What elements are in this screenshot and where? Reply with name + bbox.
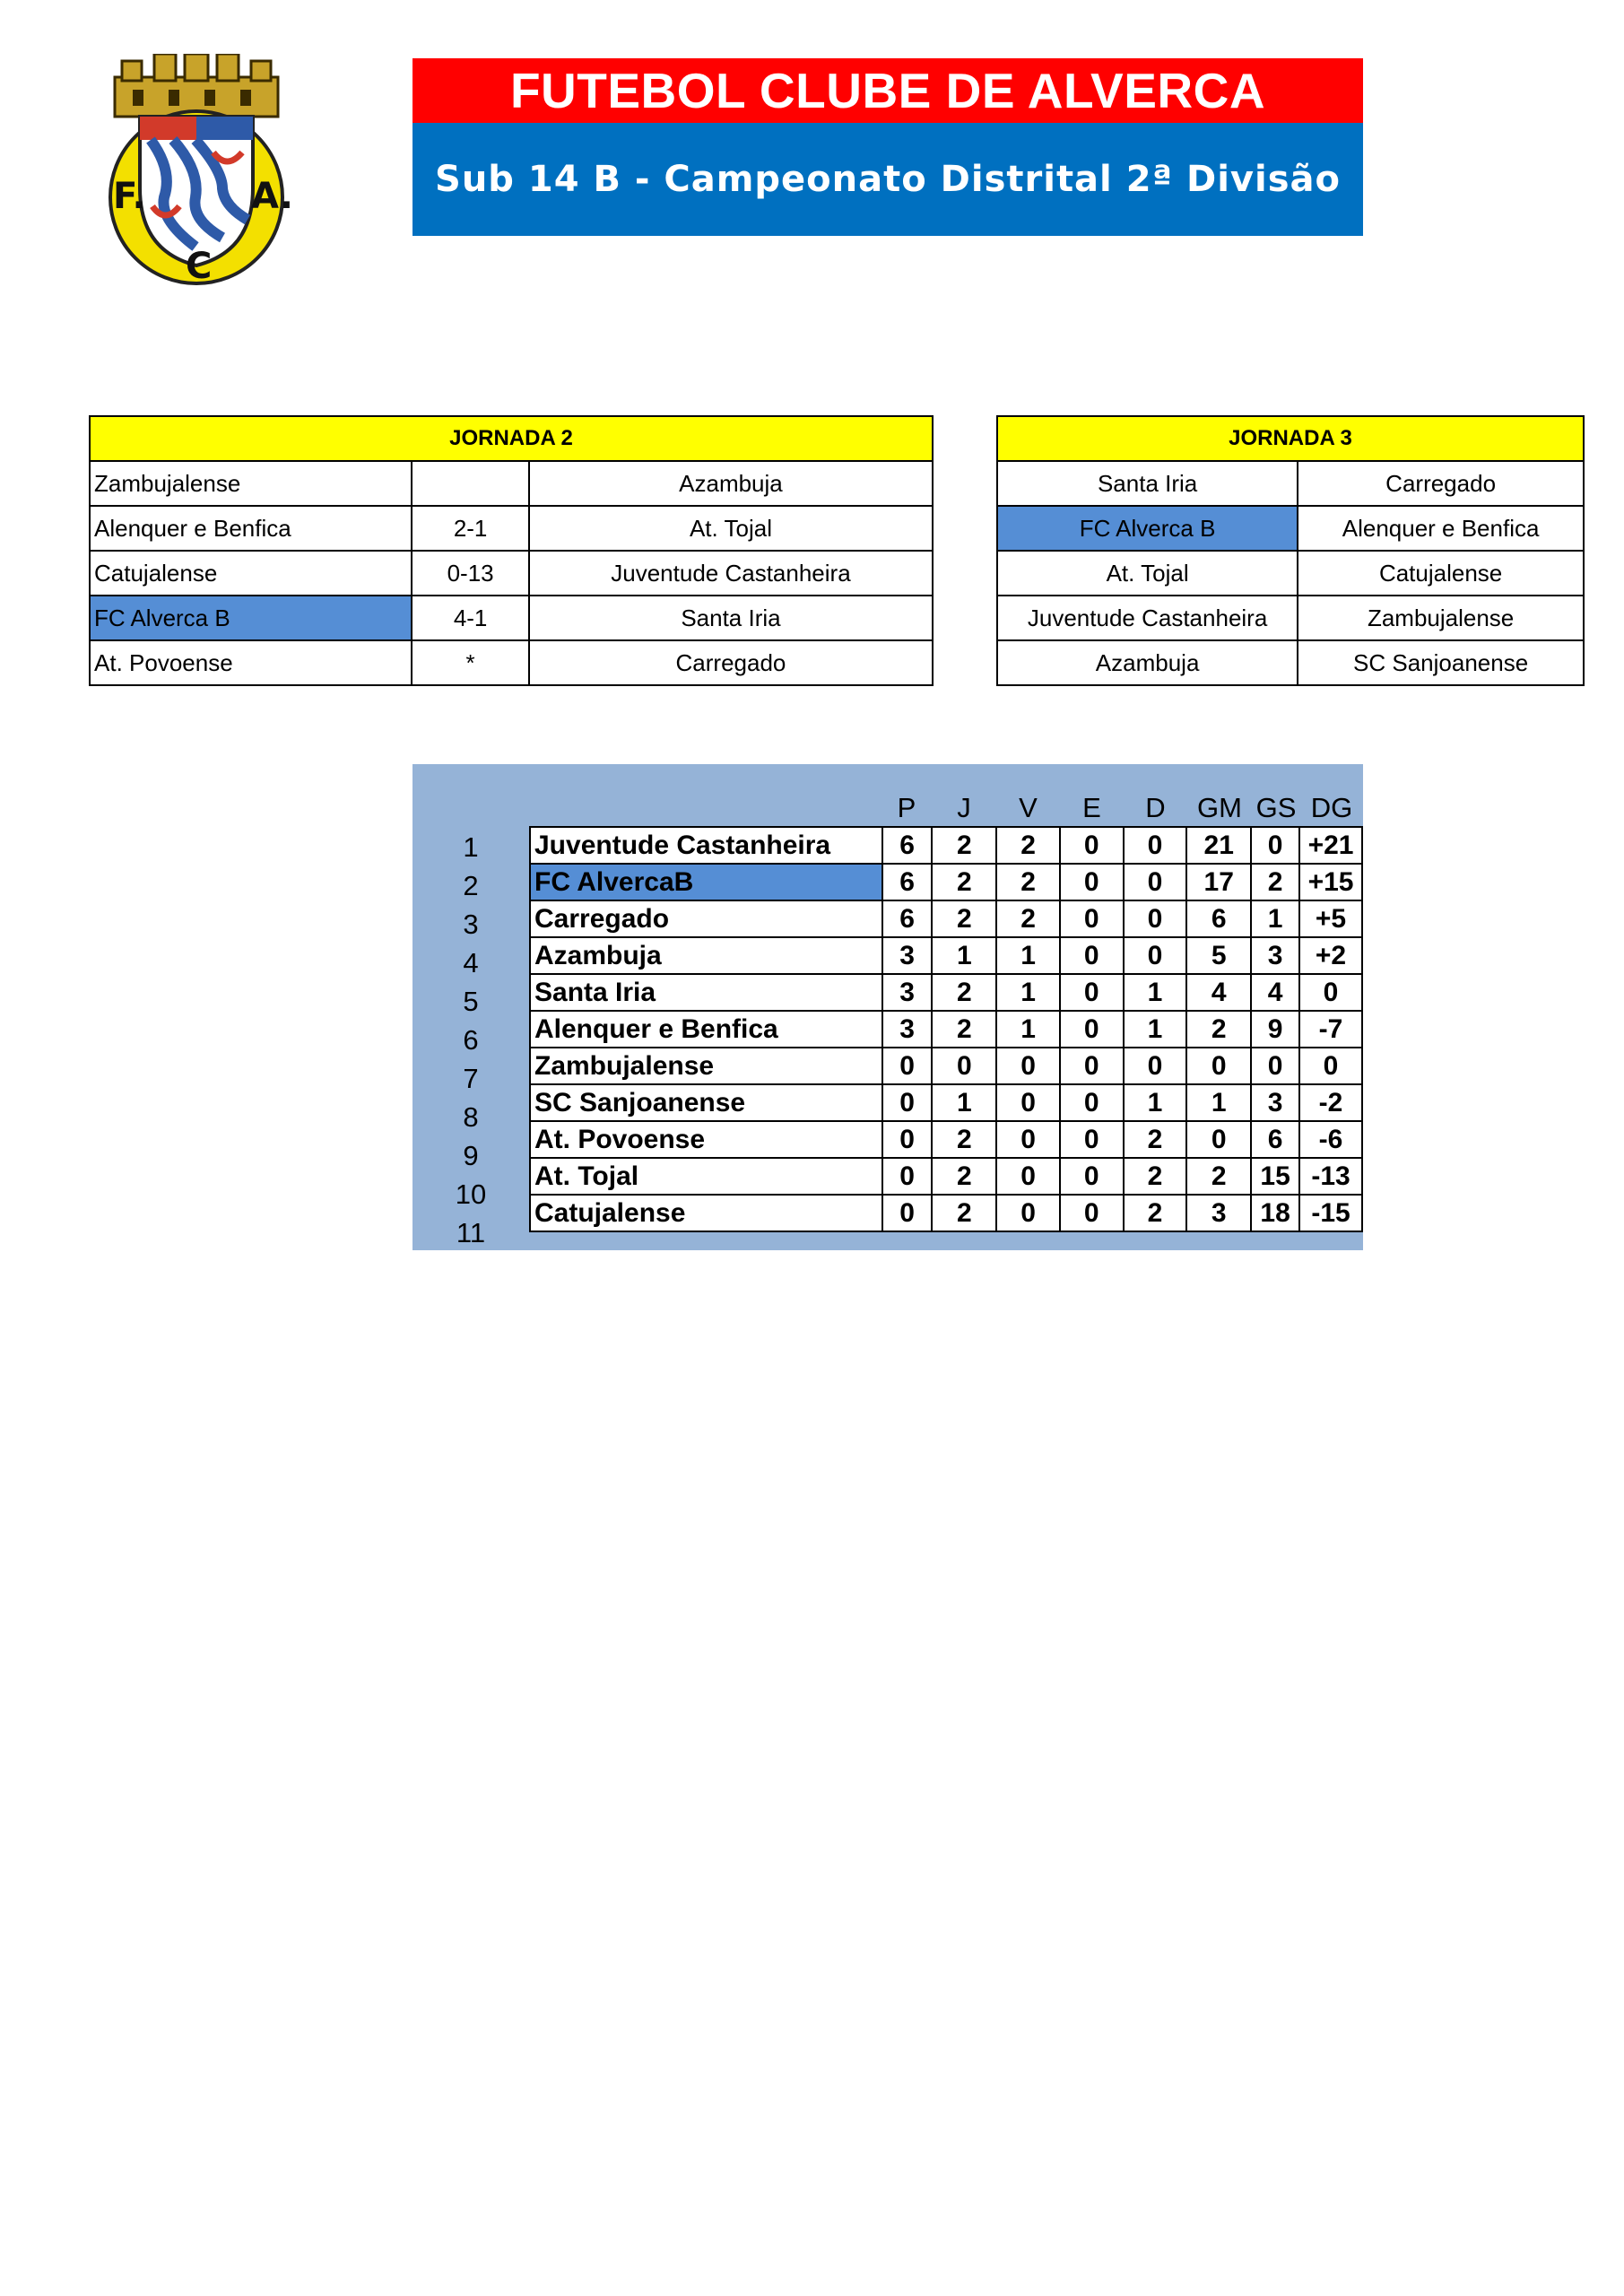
home-team-highlighted: FC Alverca B	[997, 506, 1298, 551]
stat-p: 3	[882, 974, 933, 1011]
stat-gm: 0	[1186, 1121, 1251, 1158]
stat-d: 0	[1124, 900, 1187, 937]
away-team: SC Sanjoanense	[1298, 640, 1584, 685]
stat-d: 0	[1124, 937, 1187, 974]
team-name: At. Tojal	[530, 1158, 882, 1195]
stat-gm: 17	[1186, 864, 1251, 900]
stat-dg: +5	[1299, 900, 1362, 937]
col-header-gs: GS	[1255, 792, 1297, 823]
position-column	[413, 828, 529, 1252]
home-team: At. Povoense	[90, 640, 412, 685]
table-row	[530, 1084, 1362, 1121]
stat-gs: 0	[1251, 827, 1299, 864]
position: 11	[456, 1217, 486, 1248]
stat-d: 2	[1124, 1195, 1187, 1231]
home-team: Zambujalense	[90, 461, 412, 506]
table-row	[530, 937, 1362, 974]
position: 3	[463, 909, 479, 940]
stat-v: 1	[996, 974, 1060, 1011]
table-row	[530, 900, 1362, 937]
home-team-highlighted: FC Alverca B	[90, 596, 412, 640]
stat-d: 2	[1124, 1158, 1187, 1195]
jornada-2-table	[89, 415, 934, 686]
away-team: Azambuja	[529, 461, 933, 506]
stat-gm: 2	[1186, 1011, 1251, 1048]
col-header-gm: GM	[1197, 792, 1242, 823]
stat-e: 0	[1060, 1195, 1124, 1231]
table-row	[997, 640, 1584, 685]
stat-e: 0	[1060, 1158, 1124, 1195]
page-title: FUTEBOL CLUBE DE ALVERCA	[413, 58, 1363, 123]
position: 6	[463, 1024, 479, 1056]
stat-d: 0	[1124, 864, 1187, 900]
team-name: Carregado	[530, 900, 882, 937]
stat-gs: 6	[1251, 1121, 1299, 1158]
stat-dg: +2	[1299, 937, 1362, 974]
stat-dg: 0	[1299, 974, 1362, 1011]
stat-j: 2	[932, 900, 996, 937]
stat-j: 2	[932, 974, 996, 1011]
stat-j: 0	[932, 1048, 996, 1084]
stat-p: 3	[882, 1011, 933, 1048]
score: 2-1	[412, 506, 529, 551]
stat-j: 2	[932, 827, 996, 864]
stat-v: 2	[996, 864, 1060, 900]
stat-gs: 3	[1251, 937, 1299, 974]
team-name: Azambuja	[530, 937, 882, 974]
away-team: Alenquer e Benfica	[1298, 506, 1584, 551]
col-header-d: D	[1145, 792, 1166, 823]
jornada-3-table	[996, 415, 1585, 686]
away-team: Zambujalense	[1298, 596, 1584, 640]
col-header-dg: DG	[1310, 792, 1353, 823]
stat-gs: 1	[1251, 900, 1299, 937]
stat-gs: 3	[1251, 1084, 1299, 1121]
stat-v: 2	[996, 900, 1060, 937]
stat-e: 0	[1060, 827, 1124, 864]
crown-icon	[115, 54, 278, 117]
position: 8	[463, 1101, 479, 1133]
score	[412, 461, 529, 506]
stat-e: 0	[1060, 937, 1124, 974]
stat-p: 0	[882, 1195, 933, 1231]
stat-j: 2	[932, 1011, 996, 1048]
stat-v: 2	[996, 827, 1060, 864]
stat-e: 0	[1060, 1048, 1124, 1084]
home-team: Alenquer e Benfica	[90, 506, 412, 551]
team-name: Alenquer e Benfica	[530, 1011, 882, 1048]
table-row	[90, 461, 933, 506]
stat-j: 2	[932, 864, 996, 900]
table-row	[530, 827, 1362, 864]
stat-p: 6	[882, 827, 933, 864]
stat-dg: -15	[1299, 1195, 1362, 1231]
stat-gs: 4	[1251, 974, 1299, 1011]
stat-dg: -6	[1299, 1121, 1362, 1158]
standings-table	[529, 826, 1363, 1232]
score: *	[412, 640, 529, 685]
score: 4-1	[412, 596, 529, 640]
stat-dg: +21	[1299, 827, 1362, 864]
stat-gm: 5	[1186, 937, 1251, 974]
col-header-e: E	[1082, 792, 1101, 823]
crest-letter-c: C	[186, 246, 213, 285]
table-row	[997, 461, 1584, 506]
position: 1	[463, 831, 479, 863]
stat-e: 0	[1060, 900, 1124, 937]
stat-dg: +15	[1299, 864, 1362, 900]
col-header-p: P	[897, 792, 916, 823]
standings-header	[413, 789, 1363, 827]
stat-d: 1	[1124, 974, 1187, 1011]
stat-gm: 2	[1186, 1158, 1251, 1195]
table-row	[90, 551, 933, 596]
stat-v: 0	[996, 1048, 1060, 1084]
col-header-j: J	[957, 792, 971, 823]
stat-gm: 1	[1186, 1084, 1251, 1121]
table-row	[530, 974, 1362, 1011]
standings-panel	[413, 764, 1363, 1250]
table-row	[530, 1048, 1362, 1084]
position: 10	[455, 1178, 487, 1210]
stat-p: 6	[882, 900, 933, 937]
col-header-v: V	[1019, 792, 1038, 823]
stat-j: 2	[932, 1121, 996, 1158]
position: 2	[463, 870, 479, 901]
stat-j: 2	[932, 1158, 996, 1195]
team-name: SC Sanjoanense	[530, 1084, 882, 1121]
stat-v: 0	[996, 1158, 1060, 1195]
stat-j: 1	[932, 937, 996, 974]
score: 0-13	[412, 551, 529, 596]
stat-p: 0	[882, 1048, 933, 1084]
stat-gs: 18	[1251, 1195, 1299, 1231]
stat-e: 0	[1060, 1121, 1124, 1158]
position: 7	[463, 1063, 479, 1094]
position: 9	[463, 1140, 479, 1171]
stat-dg: 0	[1299, 1048, 1362, 1084]
team-name: Santa Iria	[530, 974, 882, 1011]
table-row	[997, 596, 1584, 640]
table-row	[530, 1011, 1362, 1048]
stat-d: 1	[1124, 1011, 1187, 1048]
stat-d: 0	[1124, 827, 1187, 864]
club-crest-logo	[97, 54, 296, 285]
away-team: Carregado	[1298, 461, 1584, 506]
stat-e: 0	[1060, 1011, 1124, 1048]
stat-j: 1	[932, 1084, 996, 1121]
stat-gs: 15	[1251, 1158, 1299, 1195]
table-row	[90, 506, 933, 551]
jornada-2-title: JORNADA 2	[90, 416, 933, 461]
home-team: At. Tojal	[997, 551, 1298, 596]
stat-gm: 3	[1186, 1195, 1251, 1231]
stat-d: 2	[1124, 1121, 1187, 1158]
stat-dg: -2	[1299, 1084, 1362, 1121]
stat-p: 0	[882, 1084, 933, 1121]
team-name: Catujalense	[530, 1195, 882, 1231]
team-name-highlighted: FC AlvercaB	[530, 864, 882, 900]
stat-gm: 0	[1186, 1048, 1251, 1084]
stat-dg: -7	[1299, 1011, 1362, 1048]
table-row	[997, 551, 1584, 596]
table-row	[530, 1121, 1362, 1158]
header-banner	[413, 58, 1363, 236]
stat-p: 3	[882, 937, 933, 974]
away-team: At. Tojal	[529, 506, 933, 551]
stat-p: 0	[882, 1121, 933, 1158]
stat-gs: 9	[1251, 1011, 1299, 1048]
stat-dg: -13	[1299, 1158, 1362, 1195]
stat-v: 1	[996, 937, 1060, 974]
home-team: Azambuja	[997, 640, 1298, 685]
stat-gs: 0	[1251, 1048, 1299, 1084]
stat-p: 0	[882, 1158, 933, 1195]
crest-letter-a: A.	[251, 176, 293, 217]
page-subtitle: Sub 14 B - Campeonato Distrital 2ª Divisão	[413, 123, 1363, 236]
stat-d: 1	[1124, 1084, 1187, 1121]
stat-v: 0	[996, 1084, 1060, 1121]
team-name: Zambujalense	[530, 1048, 882, 1084]
away-team: Santa Iria	[529, 596, 933, 640]
position: 4	[463, 947, 479, 978]
stat-d: 0	[1124, 1048, 1187, 1084]
table-row	[90, 596, 933, 640]
stat-gm: 6	[1186, 900, 1251, 937]
away-team: Carregado	[529, 640, 933, 685]
table-row	[530, 1195, 1362, 1231]
stat-gs: 2	[1251, 864, 1299, 900]
stat-v: 0	[996, 1195, 1060, 1231]
table-row	[997, 506, 1584, 551]
crest-letter-f: F.	[113, 176, 146, 217]
position: 5	[463, 986, 479, 1017]
stat-e: 0	[1060, 1084, 1124, 1121]
team-name: Juventude Castanheira	[530, 827, 882, 864]
stat-gm: 4	[1186, 974, 1251, 1011]
home-team: Juventude Castanheira	[997, 596, 1298, 640]
stat-e: 0	[1060, 864, 1124, 900]
stat-v: 1	[996, 1011, 1060, 1048]
table-row	[530, 864, 1362, 900]
stat-e: 0	[1060, 974, 1124, 1011]
stat-v: 0	[996, 1121, 1060, 1158]
jornada-3-title: JORNADA 3	[997, 416, 1584, 461]
table-row	[530, 1158, 1362, 1195]
away-team: Juventude Castanheira	[529, 551, 933, 596]
home-team: Santa Iria	[997, 461, 1298, 506]
team-name: At. Povoense	[530, 1121, 882, 1158]
stat-gm: 21	[1186, 827, 1251, 864]
home-team: Catujalense	[90, 551, 412, 596]
stat-p: 6	[882, 864, 933, 900]
away-team: Catujalense	[1298, 551, 1584, 596]
table-row	[90, 640, 933, 685]
stat-j: 2	[932, 1195, 996, 1231]
